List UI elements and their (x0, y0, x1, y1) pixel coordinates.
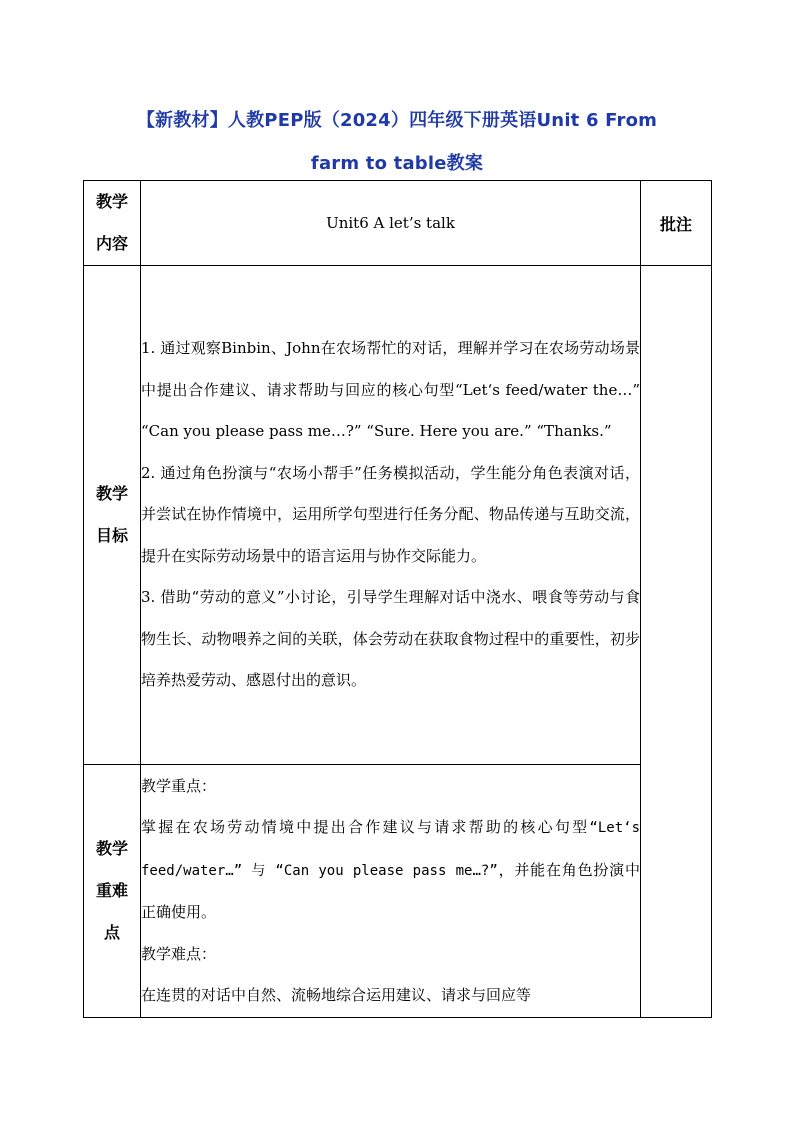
focus-text (141, 807, 640, 934)
key-points-row (84, 765, 712, 1018)
header-row (84, 181, 712, 266)
objective-item: 1. 通过观察Binbin、John在农场帮忙的对话，理解并学习在农场劳动场景中提出合作建议、请求帮助与回应的核心句型“Let‘s feed/water the…” “Can you please pass me…?” “Sure. Here you are.” “Thanks.” (141, 339, 640, 441)
focus-heading: 教学重点： (141, 776, 217, 795)
document-title-line-1: 【新教材】人教PEP版（2024）四年级下册英语Unit 6 From (136, 110, 658, 131)
header-label-line-2: 内容 (95, 234, 128, 253)
focus-text-a: 掌握在农场劳动情境中提出合作建议与请求帮助的核心句型 (141, 818, 590, 836)
objectives-label-line-1: 教学 (95, 484, 128, 503)
difficulty-heading: 教学难点： (141, 944, 217, 963)
difficulty-text: 在连贯的对话中自然、流畅地综合运用建议、请求与回应等 (141, 986, 532, 1004)
document-title-line-2: farm to table教案 (310, 153, 484, 174)
header-label-cell (84, 181, 141, 266)
notes-cell (641, 266, 712, 1018)
header-content-cell: Unit6 A let’s talk (141, 181, 641, 266)
key-points-label-line-1: 教学 (95, 839, 128, 858)
key-points-content-cell (141, 765, 641, 1018)
objectives-label-cell (84, 266, 141, 765)
lesson-plan-table (83, 180, 712, 1018)
header-label-line-1: 教学 (95, 192, 128, 211)
header-notes-cell: 批注 (641, 181, 712, 266)
key-points-label-line-2: 重难 (95, 881, 128, 900)
objectives-content-cell (141, 266, 641, 765)
focus-text-b: “Let‘s feed/water…” 与 “Can you please pass me…?” (141, 820, 640, 879)
objectives-label-line-2: 目标 (95, 526, 128, 545)
key-points-label-cell (84, 765, 141, 1018)
objectives-row (84, 266, 712, 765)
key-points-label-line-3: 点 (103, 923, 120, 942)
objective-item: 3. 借助“劳动的意义”小讨论，引导学生理解对话中浇水、喂食等劳动与食物生长、动物喂养之间的关联，体会劳动在获取食物过程中的重要性，初步培养热爱劳动、感恩付出的意识。 (141, 588, 640, 690)
focus-text-c: ，并能在角色扮演中正确使用。 (141, 860, 640, 921)
objective-item: 2. 通过角色扮演与“农场小帮手”任务模拟活动，学生能分角色表演对话，并尝试在协作情境中，运用所学句型进行任务分配、物品传递与互助交流，提升在实际劳动场景中的语言运用与协作交际能力。 (141, 463, 640, 565)
